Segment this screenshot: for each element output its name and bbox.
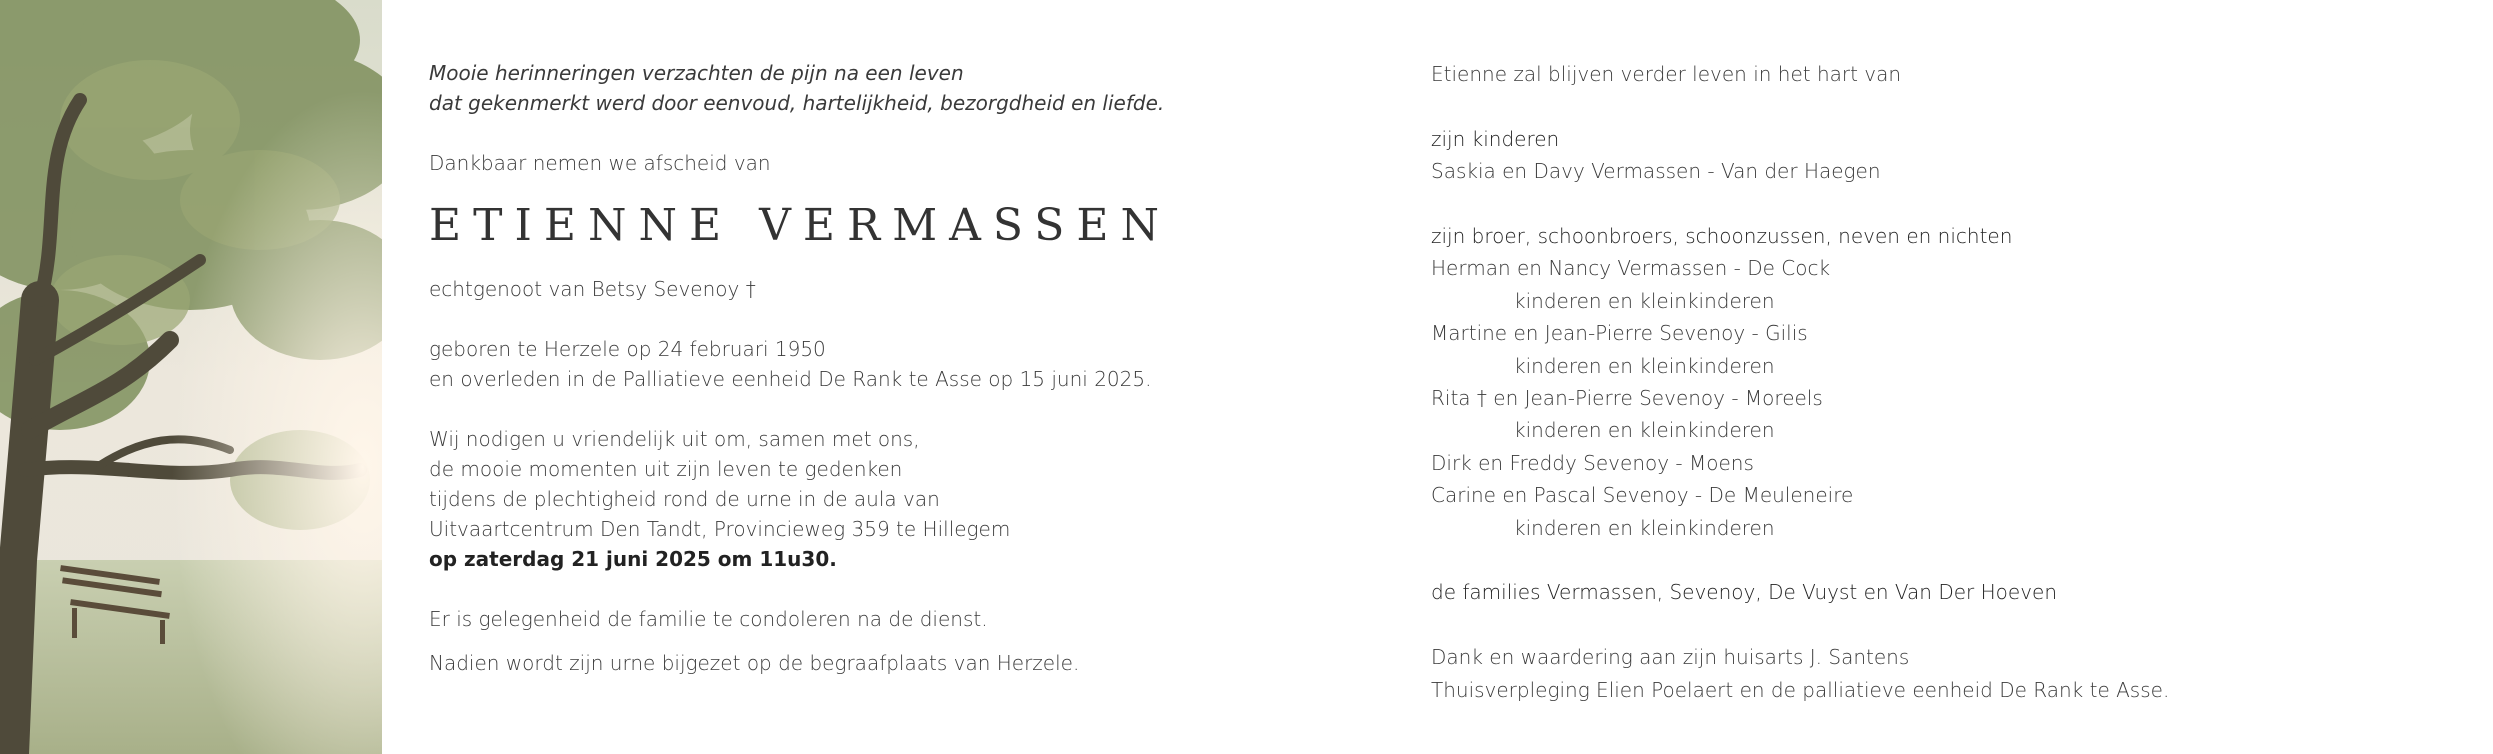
sibling-descendants: kinderen en kleinkinderen [1514,353,1775,378]
families-heading: de families Vermassen, Sevenoy, De Vuyst en Van Der Hoeven [1431,580,2058,605]
obituary-main-column [429,58,1329,678]
ceremony-line: Uitvaartcentrum Den Tandt, Provincieweg 359 te Hillegem [429,517,1011,541]
sibling-descendants: kinderen en kleinkinderen [1514,288,1775,313]
spouse-line: echtgenoot van Betsy Sevenoy † [429,277,756,301]
ceremony-date: op zaterdag 21 juni 2025 om 11u30. [429,547,837,571]
condolence-line: Er is gelegenheid de familie te condoleren na de dienst. [429,607,988,631]
quote-line: Mooie herinneringen verzachten de pijn na een leven [429,61,964,85]
farewell-line: Dankbaar nemen we afscheid van [429,151,771,175]
siblings-heading: zijn broer, schoonbroers, schoonzussen, neven en nichten [1431,224,2013,248]
burial-line: Nadien wordt zijn urne bijgezet op de begraafplaats van Herzele. [429,651,1080,675]
ceremony-line: de mooie momenten uit zijn leven te gedenken [429,457,903,481]
quote-line: dat gekenmerkt werd door eenvoud, hartelijkheid, bezorgdheid en liefde. [429,91,1165,115]
thanks-line: Thuisverpleging Elien Poelaert en de palliatieve eenheid De Rank te Asse. [1431,677,2170,702]
sibling-descendants: kinderen en kleinkinderen [1514,418,1775,443]
sibling-name: Martine en Jean-Pierre Sevenoy - Gilis [1431,321,1808,346]
thanks-line: Dank en waardering aan zijn huisarts J. Santens [1431,645,1910,670]
sibling-descendants: kinderen en kleinkinderen [1514,515,1775,540]
birth-line: geboren te Herzele op 24 februari 1950 [429,337,826,361]
sibling-name: Dirk en Freddy Sevenoy - Moens [1431,450,1754,475]
death-line: en overleden in de Palliatieve eenheid De Rank te Asse op 15 juni 2025. [429,367,1152,391]
sibling-name: Rita † en Jean-Pierre Sevenoy - Moreels [1431,386,1823,411]
tree-bench-illustration [0,0,382,754]
family-intro: Etienne zal blijven verder leven in het hart van [1431,62,1902,86]
tree-bench-photo [0,0,382,754]
deceased-name: ETIENNE VERMASSEN [429,200,1172,251]
sibling-name: Carine en Pascal Sevenoy - De Meuleneire [1431,483,1854,508]
family-column [1431,58,2431,706]
children-heading: zijn kinderen [1431,126,1560,151]
children-names: Saskia en Davy Vermassen - Van der Haegen [1431,159,1881,184]
sibling-name: Herman en Nancy Vermassen - De Cock [1431,256,1831,281]
ceremony-line: tijdens de plechtigheid rond de urne in de aula van [429,487,940,511]
ceremony-line: Wij nodigen u vriendelijk uit om, samen met ons, [429,427,920,451]
